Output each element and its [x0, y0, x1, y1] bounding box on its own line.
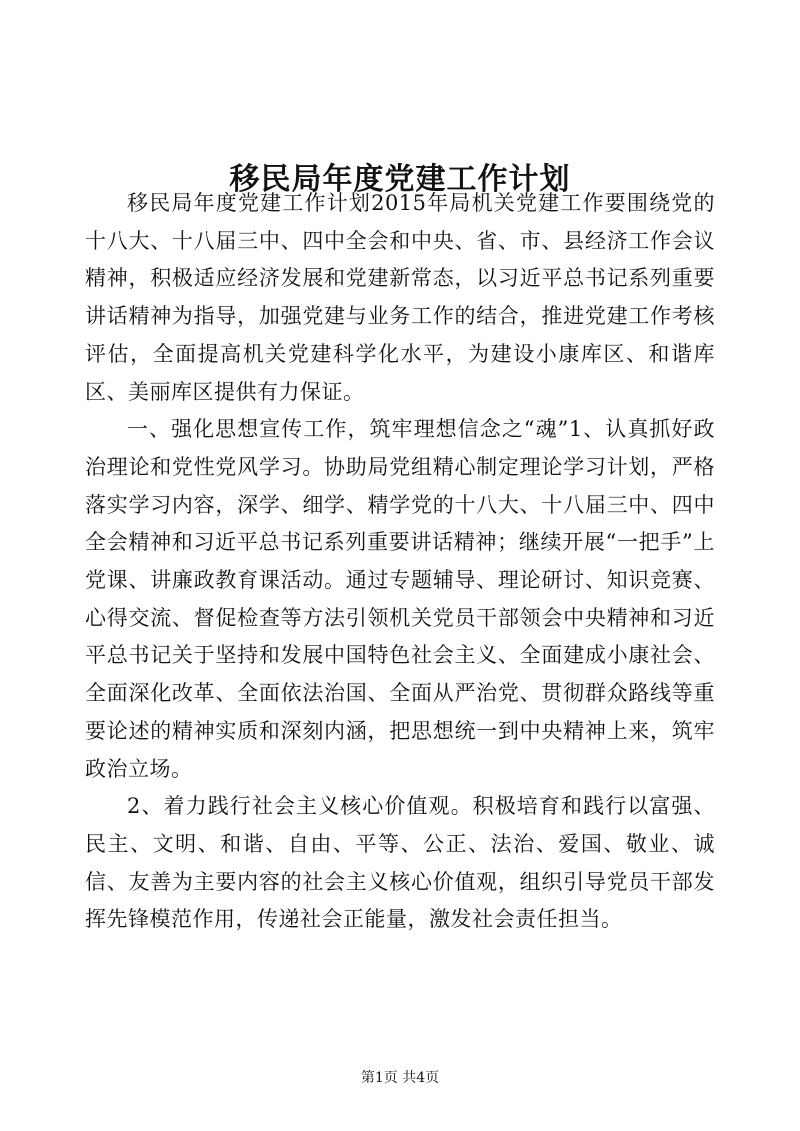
paragraph-section-1: 一、强化思想宣传工作，筑牢理想信念之“魂”1、认真抓好政治理论和党性党风学习。协助局党组精心制定理论学习计划，严格落实学习内容，深学、细学、精学党的十八大、十八届三中、四中全会精神和习近平总书记系列重要讲话精神；继续开展“一把手”上党课、讲廉政教育课活动。通过专题辅导、理论研讨、知识竞赛、心得交流、督促检查等方法引领机关党员干部领会中央精神和习近平总书记关于坚持和发展中国特色社会主义、全面建成小康社会、全面深化改革、全面依法治国、全面从严治党、贯彻群众路线等重要论述的精神实质和深刻内涵，把思想统一到中央精神上来，筑牢政治立场。	[85, 417, 715, 781]
document-title: 移民局年度党建工作计划	[229, 162, 571, 198]
paragraph-intro: 移民局年度党建工作计划2015年局机关党建工作要围绕党的十八大、十八届三中、四中全会和中央、省、市、县经济工作会议精神，积极适应经济发展和党建新常态，以习近平总书记系列重要讲话精神为指导，加强党建与业务工作的结合，推进党建工作考核评估，全面提高机关党建科学化水平，为建设小康库区、和谐库区、美丽库区提供有力保证。	[85, 191, 715, 404]
document-body	[85, 185, 715, 939]
paragraph-section-2: 2、着力践行社会主义核心价值观。积极培育和践行以富强、民主、文明、和谐、自由、平等、公正、法治、爱国、敬业、诚信、友善为主要内容的社会主义核心价值观，组织引导党员干部发挥先锋模范作用，传递社会正能量，激发社会责任担当。	[85, 794, 715, 932]
page-number-footer: 第1页 共4页	[360, 1070, 440, 1086]
